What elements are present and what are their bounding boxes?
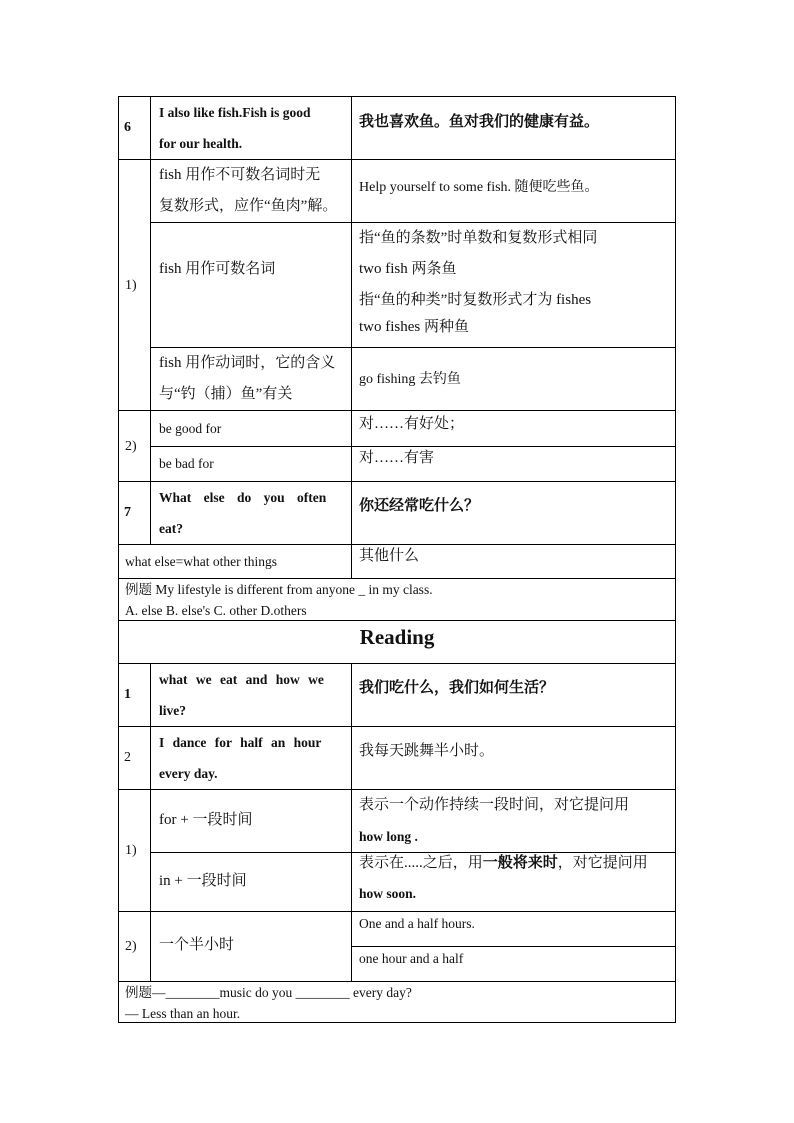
reading-example-question: 例题—________music do you ________ every day? (125, 985, 412, 1000)
be-good-for-meaning: 对……有好处； (359, 416, 465, 432)
reading-sub1-number: 1) (125, 843, 137, 858)
for-period-label: for + 一段时间 (159, 812, 253, 828)
item6-chinese: 我也喜欢鱼。鱼对我们的健康有益。 (359, 114, 600, 130)
fish-countable-line2: two fish 两条鱼 (359, 261, 457, 277)
item7-english-line2: eat? (159, 521, 183, 536)
in-period-note-line2: how soon. (359, 886, 417, 901)
fish-verb-line1: fish 用作动词时，它的含义 (159, 355, 336, 371)
reading-item1-number: 1 (124, 687, 131, 702)
reading-item2-chinese: 我每天跳舞半小时。 (359, 743, 495, 759)
in-period-note-text-c: ，对它提问用 (557, 855, 648, 871)
be-bad-for: be bad for (159, 456, 214, 471)
fish-countable-line3: 指“鱼的种类”时复数形式才为 fishes (359, 292, 592, 308)
one-and-a-half-label: 一个半小时 (159, 937, 235, 953)
reading-item1-english-line2: live? (159, 703, 186, 718)
for-period-note-line2: how long . (359, 829, 418, 844)
what-else-note: what else=what other things (125, 554, 277, 569)
fish-countable-line4: two fishes 两种鱼 (359, 319, 469, 335)
good-for-number: 2) (125, 439, 137, 454)
be-bad-for-meaning: 对……有害 (359, 450, 435, 466)
reading-item1-chinese: 我们吃什么，我们如何生活？ (359, 680, 555, 696)
fish-verb-example: go fishing 去钓鱼 (359, 372, 461, 387)
border-right (675, 96, 676, 1023)
item7-english-line1: What else do you often (159, 490, 327, 505)
item6-number: 6 (124, 120, 131, 135)
item7-chinese: 你还经常吃什么？ (359, 498, 480, 514)
fish-uncountable-example: Help yourself to some fish. 随便吃些鱼。 (359, 180, 599, 195)
border-left (118, 96, 119, 1023)
reading-item2-english-line2: every day. (159, 766, 218, 781)
vline-mid (351, 96, 352, 579)
for-period-note-line1: 表示一个动作持续一段时间，对它提问用 (359, 797, 630, 813)
item7-example-question: 例题 My lifestyle is different from anyone _ in my class. (125, 582, 433, 597)
reading-heading: Reading (359, 625, 435, 649)
item7-number: 7 (124, 505, 131, 520)
fish-countable-line1: 指“鱼的条数”时单数和复数形式相同 (359, 230, 598, 246)
in-period-note-tense: 一般将来时 (482, 855, 558, 871)
reading-item2-english-line1: I dance for half an hour (159, 735, 322, 750)
vline-mid (351, 663, 352, 981)
in-period-label: in + 一段时间 (159, 873, 247, 889)
fish-verb-line2: 与“钓（捕）鱼”有关 (159, 386, 293, 402)
vline-num (150, 96, 151, 545)
fish-countable-label: fish 用作可数名词 (159, 261, 276, 277)
in-period-note-text-a: 表示在.....之后，用 (359, 855, 483, 871)
reading-sub2-number: 2) (125, 939, 137, 954)
item7-example-options: A. else B. else's C. other D.others (125, 603, 307, 618)
in-period-note-line1 (359, 848, 648, 879)
item6-english-line2: for our health. (159, 136, 243, 151)
fish-uncountable-line1: fish 用作不可数名词时无 (159, 167, 321, 183)
reading-example-answer: — Less than an hour. (125, 1006, 241, 1021)
fish-uncountable-line2: 复数形式，应作“鱼肉”解。 (159, 198, 338, 214)
item6-english-line1: I also like fish.Fish is good (159, 105, 311, 120)
be-good-for: be good for (159, 421, 222, 436)
reading-item2-number: 2 (124, 750, 131, 765)
reading-item1-english-line1: what we eat and how we (159, 672, 324, 687)
vline-num (150, 663, 151, 981)
fish-notes-number: 1) (125, 278, 137, 293)
one-and-a-half-hours: One and a half hours. (359, 916, 475, 931)
what-else-meaning: 其他什么 (359, 548, 420, 564)
one-hour-and-a-half: one hour and a half (359, 951, 464, 966)
